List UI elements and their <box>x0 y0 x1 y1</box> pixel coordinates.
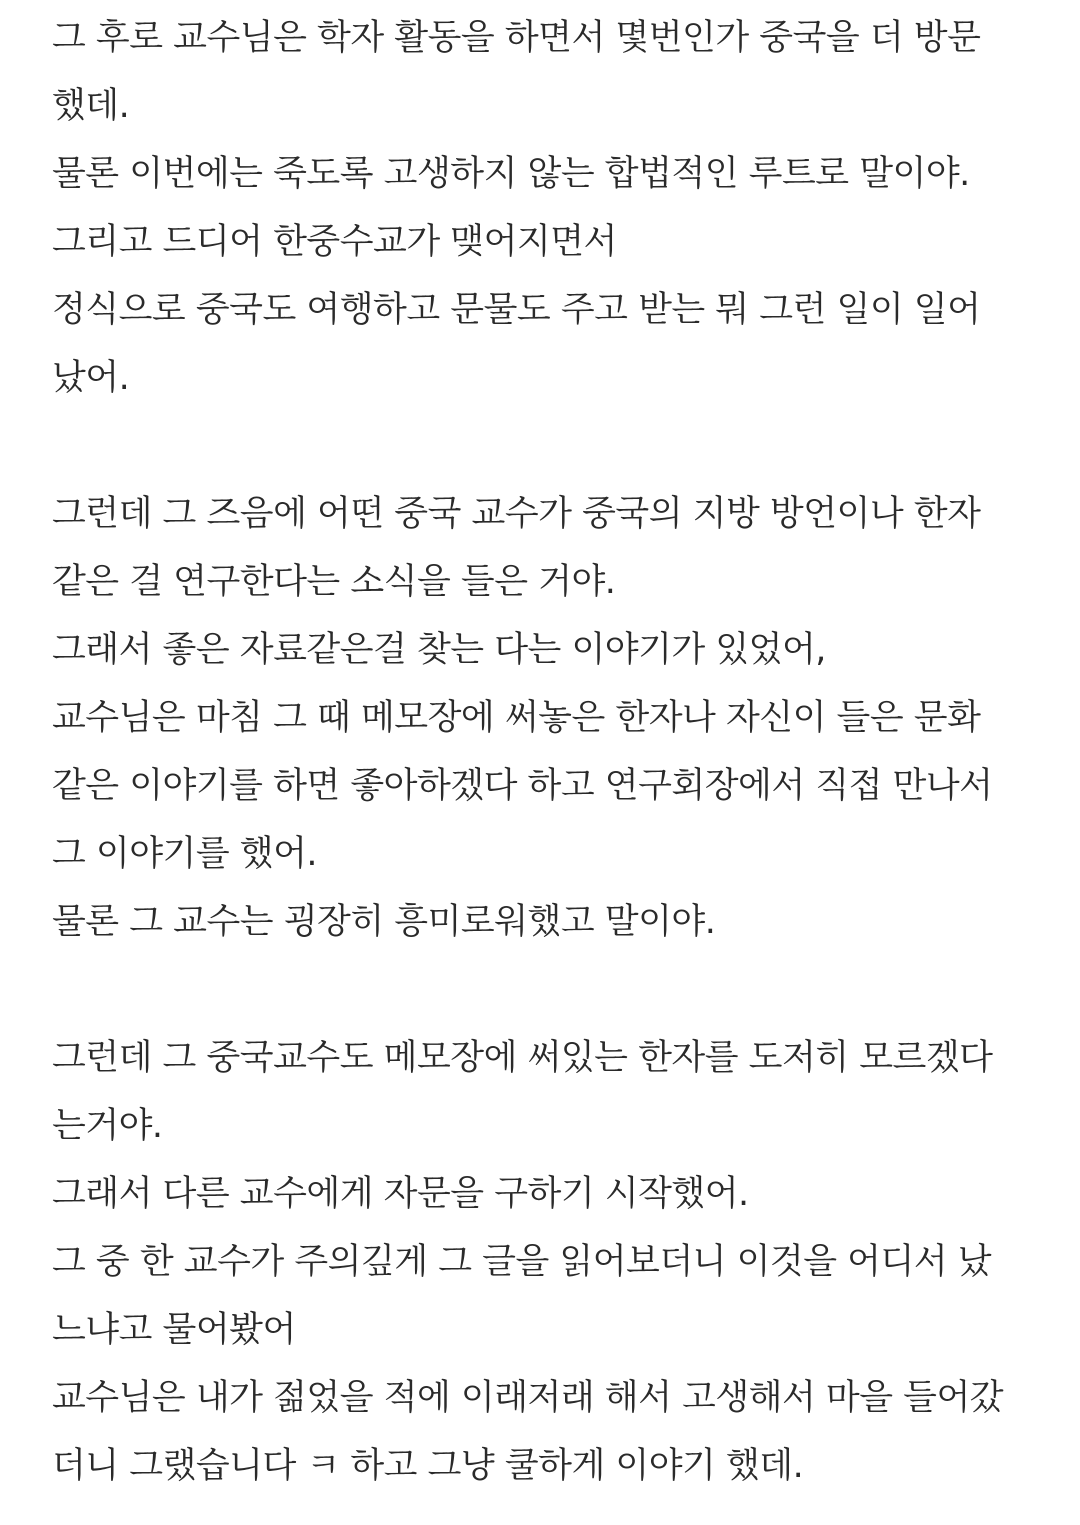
text-line: 그래서 좋은 자료같은걸 찾는 다는 이야기가 있었어, <box>52 630 826 670</box>
text-line: 교수님은 내가 젊었을 적에 이래저래 해서 고생해서 마을 들어갔 <box>52 1378 1004 1418</box>
text-line: 같은 걸 연구한다는 소식을 들은 거야. <box>52 562 616 602</box>
text-line: 같은 이야기를 하면 좋아하겠다 하고 연구회장에서 직접 만나서 <box>52 766 993 806</box>
text-line: 그런데 그 즈음에 어떤 중국 교수가 중국의 지방 방언이나 한자 <box>52 494 981 534</box>
text-line: 그 이야기를 했어. <box>52 834 318 874</box>
text-line: 는거야. <box>52 1106 163 1146</box>
text-line: 그런데 그 중국교수도 메모장에 써있는 한자를 도저히 모르겠다 <box>52 1038 993 1078</box>
text-line: 했데. <box>52 86 130 126</box>
text-line: 그래서 다른 교수에게 자문을 구하기 시작했어. <box>52 1174 749 1214</box>
text-line: 그 후로 교수님은 학자 활동을 하면서 몇번인가 중국을 더 방문 <box>52 18 981 58</box>
text-line: 물론 그 교수는 굉장히 흥미로워했고 말이야. <box>52 902 716 942</box>
paragraph-gap <box>52 412 1052 480</box>
text-line: 물론 이번에는 죽도록 고생하지 않는 합법적인 루트로 말이야. <box>52 154 970 194</box>
text-line: 났어. <box>52 358 130 398</box>
text-line: 교수님은 마침 그 때 메모장에 써놓은 한자나 자신이 들은 문화 <box>52 698 981 738</box>
text-line: 그 중 한 교수가 주의깊게 그 글을 읽어보더니 이것을 어디서 났 <box>52 1242 992 1282</box>
article-body <box>52 0 1052 1525</box>
text-line: 정식으로 중국도 여행하고 문물도 주고 받는 뭐 그런 일이 일어 <box>52 290 981 330</box>
text-line: 그리고 드디어 한중수교가 맺어지면서 <box>52 222 617 262</box>
paragraph-gap <box>52 956 1052 1024</box>
text-line: 더니 그랬습니다 ㅋ 하고 그냥 쿨하게 이야기 했데. <box>52 1446 804 1486</box>
text-line: 느냐고 물어봤어 <box>52 1310 296 1350</box>
